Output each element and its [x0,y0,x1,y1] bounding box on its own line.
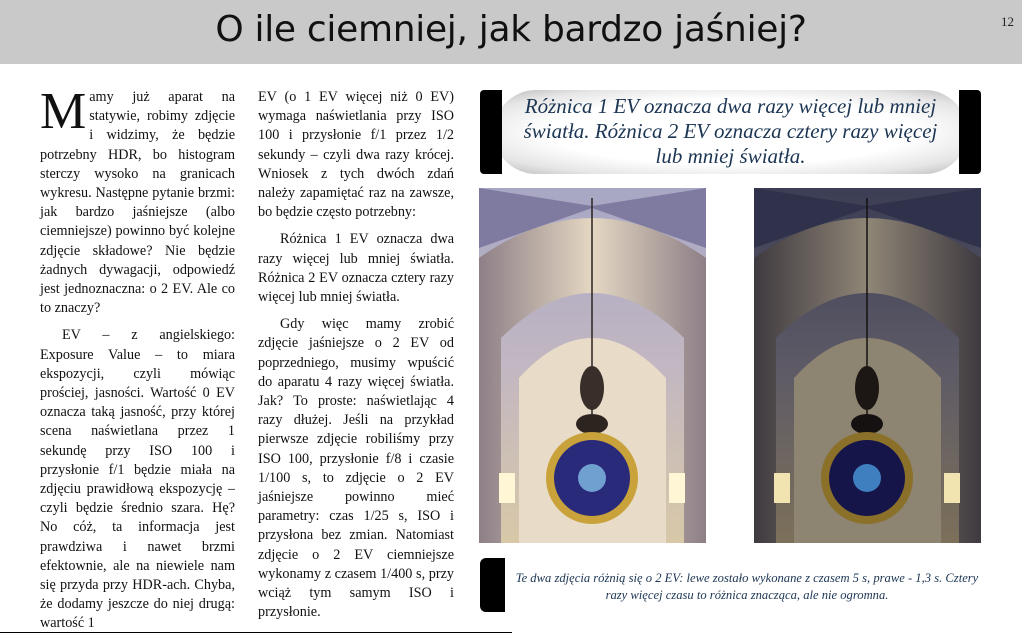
highlighted-rule-paragraph: Różnica 1 EV oznacza dwa razy więcej lub mniej światła. Różnica 2 EV oznacza cztery razy więcej lub mniej światła. [258,231,454,306]
footer-divider [0,632,512,633]
photo-caption [480,558,982,612]
pull-quote-left-bracket [480,90,502,174]
paragraph [40,83,235,318]
paragraph: Gdy więc mamy zrobić zdjęcie jaśniejsze o 2 EV od poprzedniego, musimy wpuścić do aparatu 4 razy więcej światła. Jak? To proste: naświetlając 4 razy dłużej. Jeśli na przykład pierwsze zdjęcie robiliśmy przy ISO 100, przysłonie f/8 i czasie 1/100 s, to zdjęcie o 2 EV jaśniejsze powinno mieć parametry: czas 1/25 s, ISO i przysłona bez zmian. Natomiast zdjęcie o 2 EV ciemniejsze wykonamy z czasem 1/400 s, przy wciąż tym samym ISO i przysłonie. [258,316,454,621]
photo-image [479,188,706,543]
photo-image [754,188,981,543]
pull-quote [480,90,981,174]
paragraph: EV – z angielskiego: Exposure Value – to miara ekspozycji, czyli mówiąc prościej, jasności. Wartość 0 EV oznacza taką jasność, przy której scena naświetlana przez 1 sekundę przy ISO 100 i przysłonie f/1 będzie miała na zdjęciu prawidłową ekspozycję – czyli będzie średnio szara. Hę? No cóż, ta informacja jest prawdziwa i nawet brzmi efektownie, ale na niewiele nam się przyda przy HDR-ach. Chyba, że dodamy jeszcze do niej drugą: wartość 1 [40,327,235,632]
paragraph: EV (o 1 EV więcej niż 0 EV) wymaga naświetlania przy ISO 100 i przysłonie f/1 przez 1/2 sekundy – czyli dwa razy krócej. Wniosek z tych dwóch zdań należy zapamiętać raz na zawsze, bo będzie często potrzebny: [258,89,454,221]
photo-darker-chandelier [754,188,981,543]
pull-quote-right-bracket [959,90,981,174]
paragraph-text: amy już aparat na statywie, robimy zdjęcie i widzimy, że będzie potrzebny HDR, bo histogram sterczy wysoko na granicach wykresu. Następne pytanie brzmi: jak bardzo jaśniejsze (albo ciemniejsze) powinno być kolejne zdjęcie składowe? Nie będzie żadnych dywagacji, odpowiedź jest jednoznaczna: o 2 EV. Ale co to znaczy? [40,89,235,317]
photo-brighter-chandelier [479,188,706,543]
header-bar [0,0,1022,64]
text-column-2 [258,88,454,622]
page-title: O ile ciemniej, jak bardzo jaśniej? [215,9,807,50]
pull-quote-text: Różnica 1 EV oznacza dwa razy więcej lub mniej światła. Różnica 2 EV oznacza cztery razy więcej lub mniej światła. [523,94,938,168]
caption-text: Te dwa zdjęcia różnią się o 2 EV: lewe zostało wykonane z czasem 5 s, prawe - 1,3 s. Cztery razy więcej czasu to różnica znacząca, ale nie ogromna. [515,571,979,602]
caption-bracket [480,558,505,612]
drop-cap: M [40,83,87,140]
text-column-1 [40,83,235,634]
page-number: 12 [1001,14,1014,29]
